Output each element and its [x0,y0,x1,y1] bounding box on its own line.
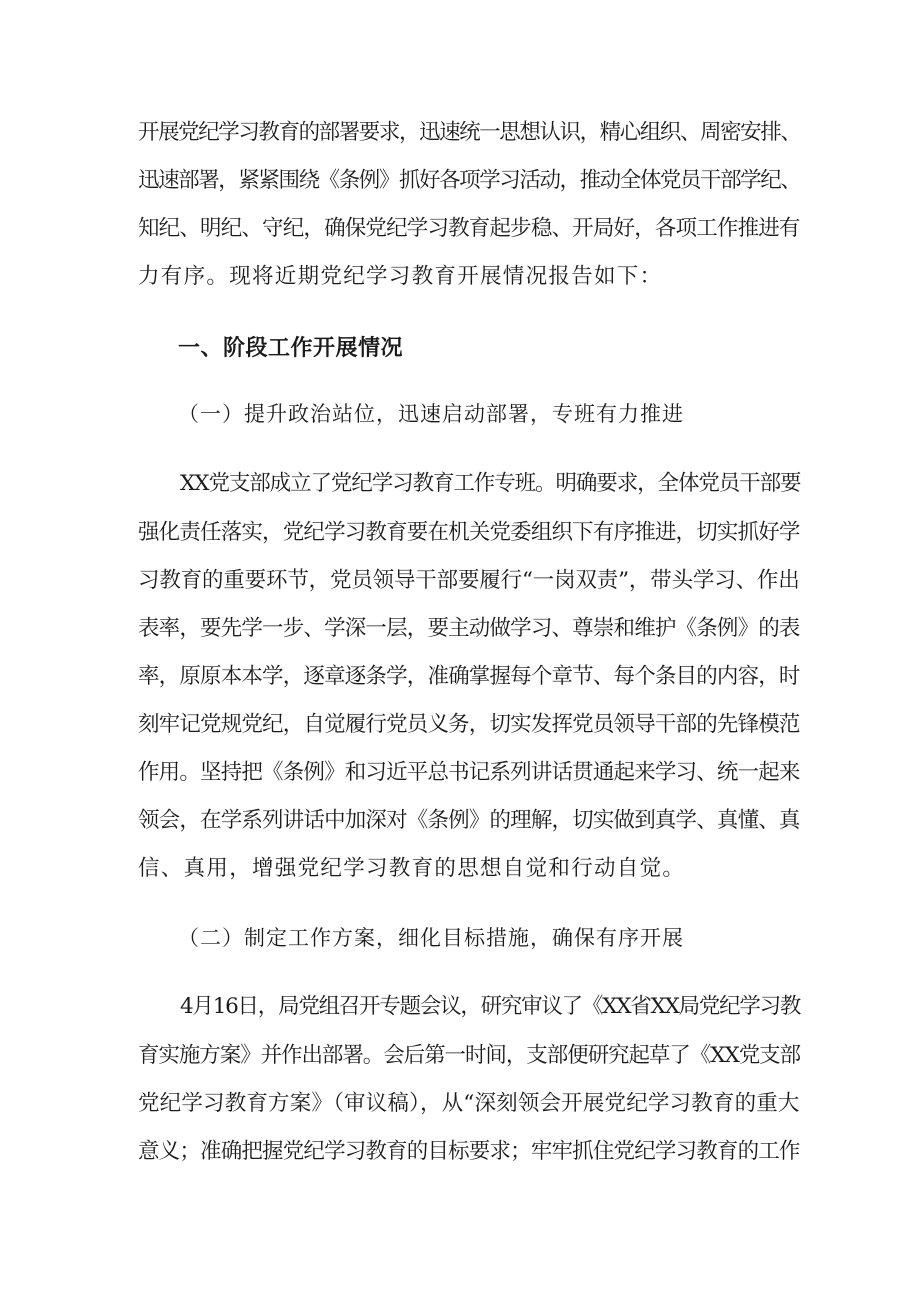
subsection-1-line-3: 习教育的重要环节，党员领导干部要履行“一岗双责”，带头学习、作出 [138,568,800,593]
subsection-1-line-5: 率，原原本本学，逐章逐条学，准确掌握每个章节、每个条目的内容，时 [138,664,800,689]
intro-line-3: 知纪、明纪、守纪，确保党纪学习教育起步稳、开局好，各项工作推进有 [138,216,800,241]
subsection-2-line-1: 4月16日，局党组召开专题会议，研究审议了《XX省XX局党纪学习教 [180,994,801,1019]
section-heading: 一、阶段工作开展情况 [178,336,404,361]
subsection-1-line-6: 刻牢记党规党纪，自觉履行党员义务，切实发挥党员领导干部的先锋模范 [138,712,800,737]
subsection-2-line-4: 意义；准确把握党纪学习教育的目标要求；牢牢抓住党纪学习教育的工作 [138,1139,800,1164]
subsection-2-line-2: 育实施方案》并作出部署。会后第一时间，支部便研究起草了《XX党支部 [138,1043,801,1068]
subsection-1-title: （一）提升政治站位，迅速启动部署，专班有力推进 [178,402,684,426]
intro-line-1: 开展党纪学习教育的部署要求，迅速统一思想认识，精心组织、周密安排、 [138,120,801,145]
subsection-1-line-1: XX党支部成立了党纪学习教育工作专班。明确要求，全体党员干部要 [180,471,801,496]
subsection-2-title: （二）制定工作方案，细化目标措施，确保有序开展 [178,926,684,950]
subsection-1-line-9: 信、真用，增强党纪学习教育的思想自觉和行动自觉。 [138,856,686,881]
subsection-1-line-2: 强化责任落实，党纪学习教育要在机关党委组织下有序推进，切实抓好学 [138,520,800,545]
subsection-1-line-4: 表率，要先学一步、学深一层，要主动做学习、尊崇和维护《条例》的表 [138,616,800,641]
intro-line-4: 力有序。现将近期党纪学习教育开展情况报告如下： [138,264,663,289]
subsection-1-line-7: 作用。坚持把《条例》和习近平总书记系列讲话贯通起来学习、统一起来 [138,760,800,785]
subsection-2-line-3: 党纪学习教育方案》（审议稿），从“深刻领会开展党纪学习教育的重大 [138,1091,800,1116]
subsection-1-line-8: 领会，在学系列讲话中加深对《条例》的理解，切实做到真学、真懂、真 [138,808,800,833]
intro-line-2: 迅速部署，紧紧围绕《条例》抓好各项学习活动，推动全体党员干部学纪、 [138,168,801,193]
